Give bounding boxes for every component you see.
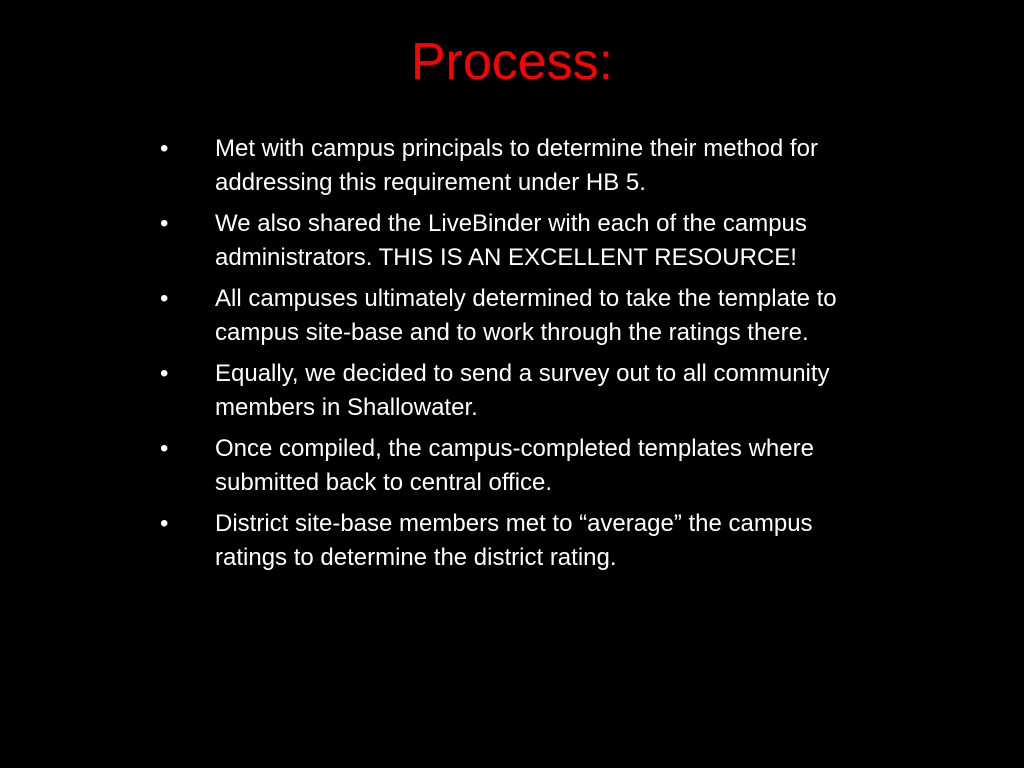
- bullet-item: [160, 132, 880, 200]
- bullet-icon: •: [160, 510, 169, 537]
- bullet-icon: •: [160, 135, 169, 162]
- bullet-text: All campuses ultimately determined to take the template to campus site-base and to work through the ratings there.: [215, 285, 837, 346]
- bullet-item: [160, 282, 880, 350]
- slide-title: Process:: [410, 33, 614, 91]
- bullet-text: We also shared the LiveBinder with each of the campus administrators. THIS IS AN EXCELLENT RESOURCE!: [215, 210, 807, 271]
- bullet-item: [160, 207, 880, 275]
- bullet-item: [160, 432, 880, 500]
- bullet-text: Met with campus principals to determine their method for addressing this requirement under HB 5.: [215, 135, 818, 196]
- bullet-icon: •: [160, 435, 169, 462]
- bullet-text: Equally, we decided to send a survey out to all community members in Shallowater.: [215, 360, 830, 421]
- bullet-text: Once compiled, the campus-completed templates where submitted back to central office.: [215, 435, 814, 496]
- bullet-text: District site-base members met to “average” the campus ratings to determine the district rating.: [215, 510, 813, 571]
- bullet-item: [160, 507, 880, 575]
- bullet-list: [160, 132, 880, 582]
- bullet-item: [160, 357, 880, 425]
- bullet-icon: •: [160, 285, 169, 312]
- bullet-icon: •: [160, 210, 169, 237]
- bullet-icon: •: [160, 360, 169, 387]
